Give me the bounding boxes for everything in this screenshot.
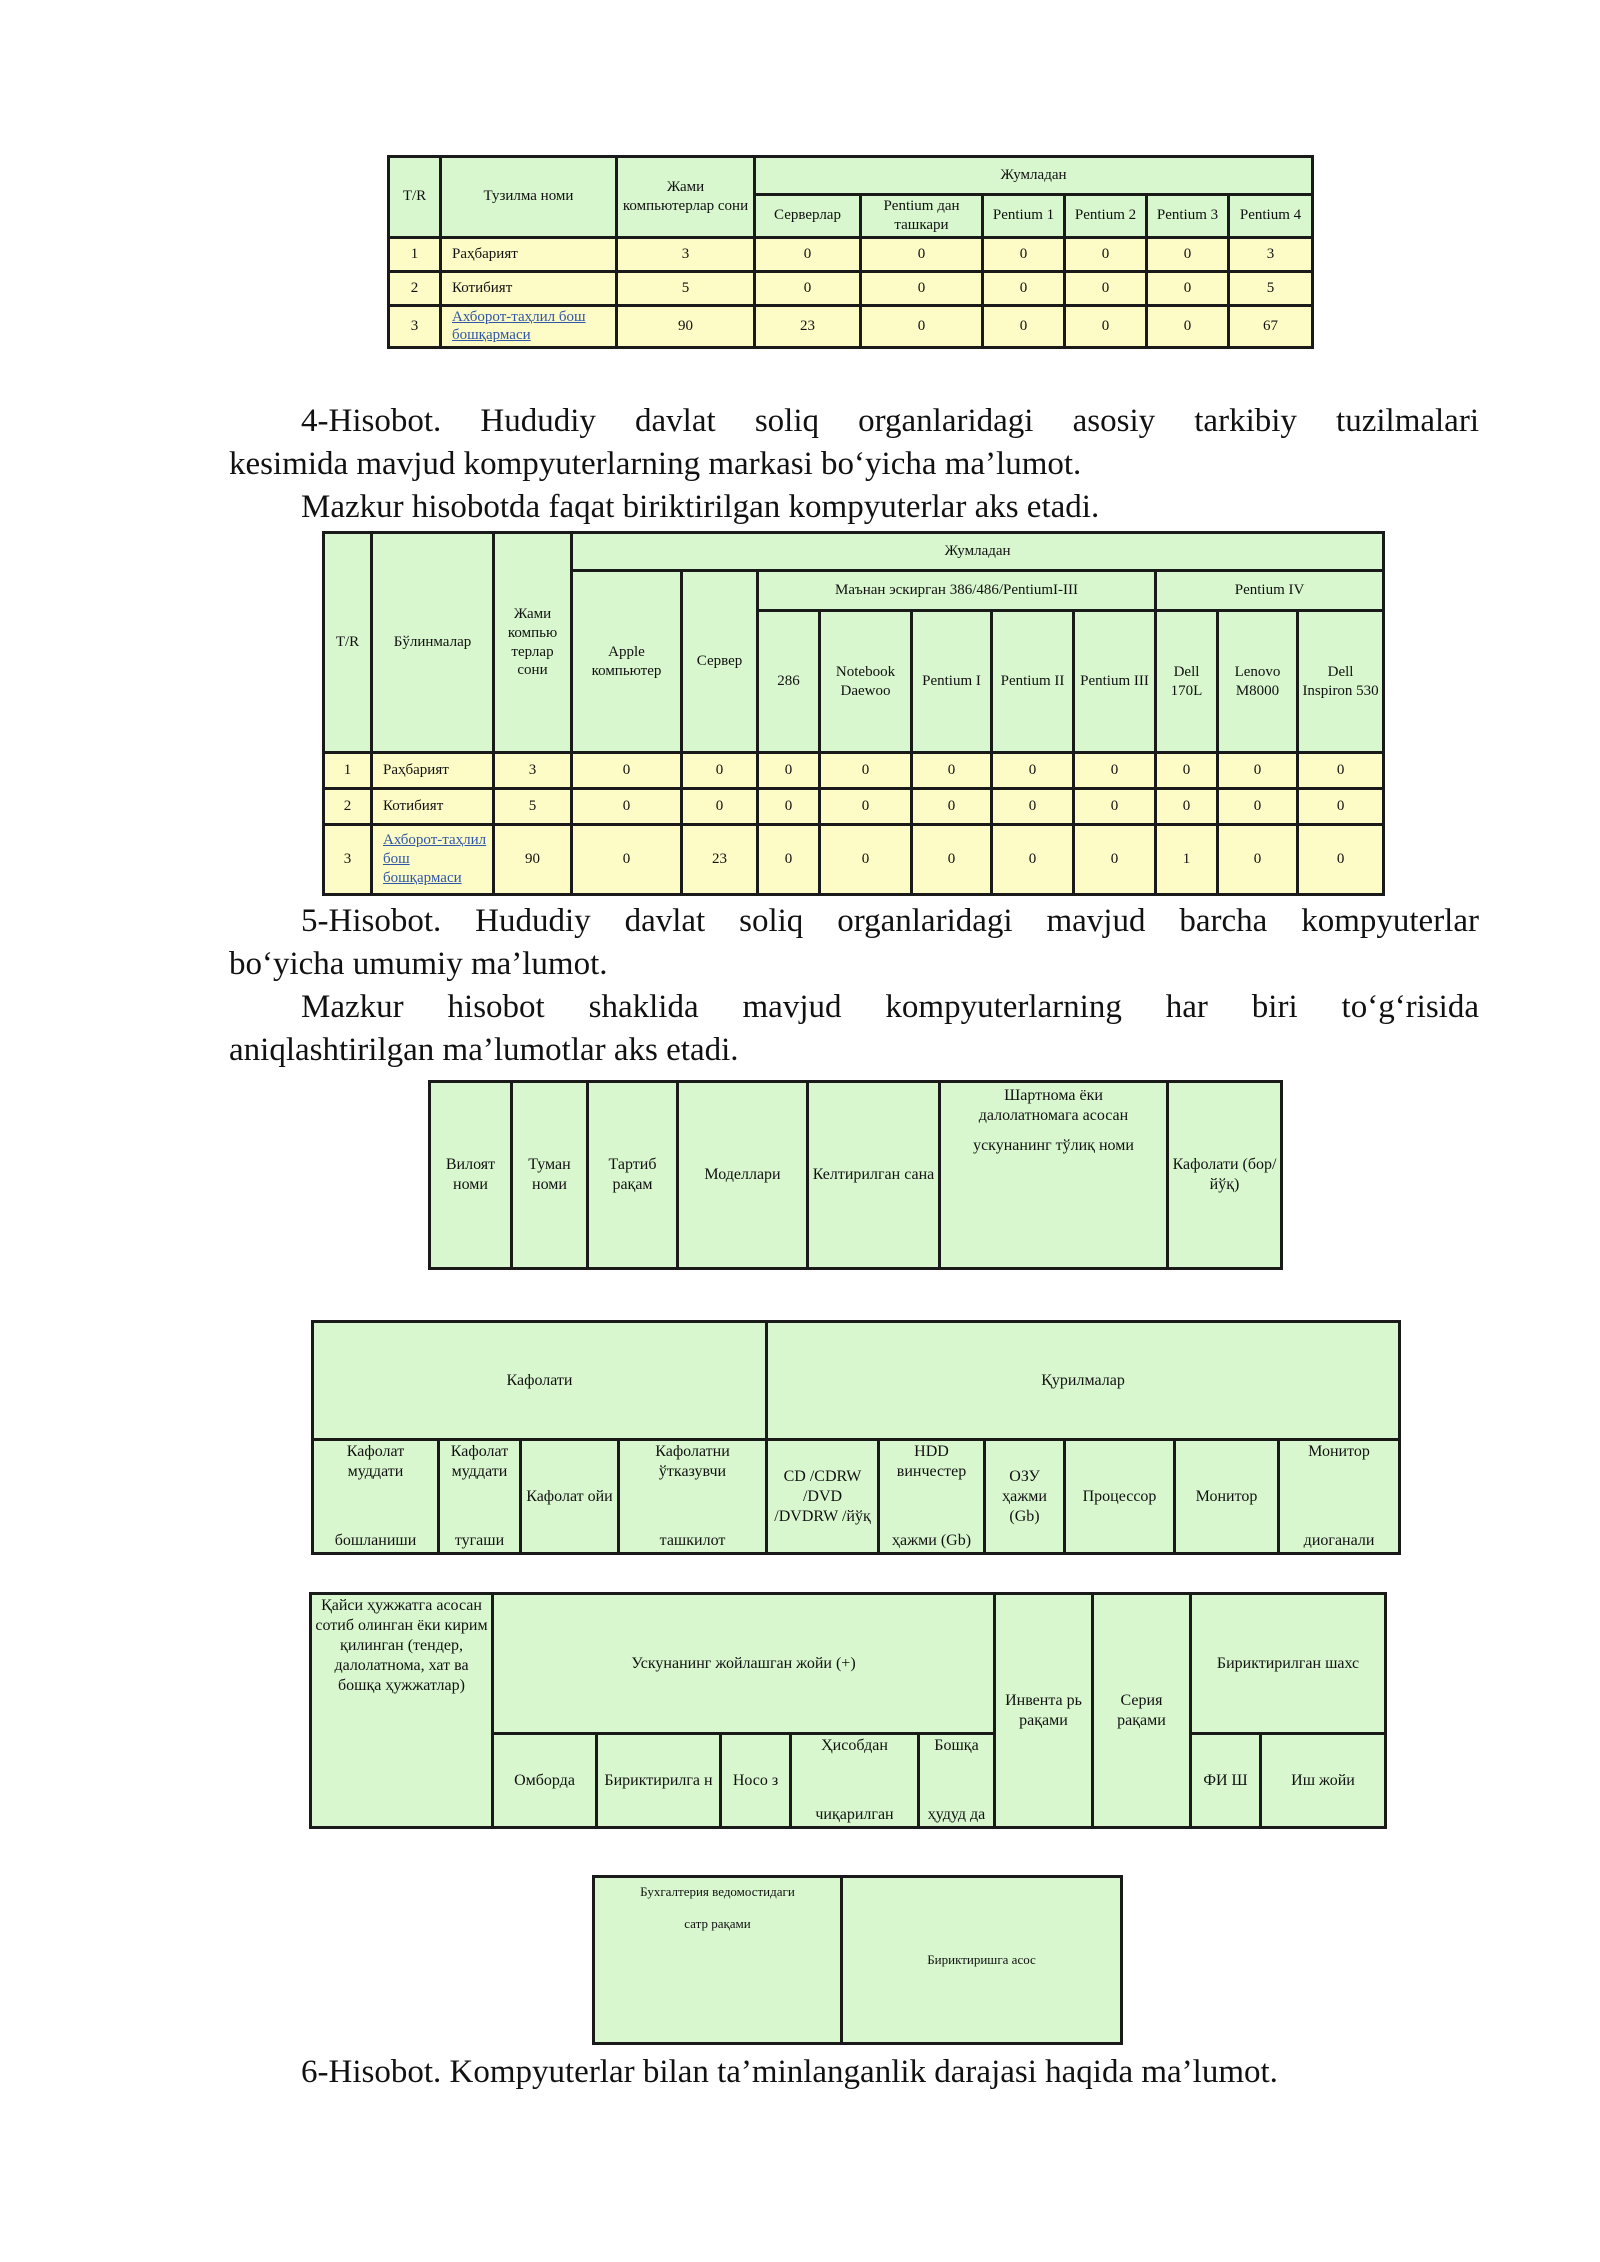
header-warranty-start-b: бошланиши bbox=[334, 1532, 417, 1549]
cell-pentium-2: 0 bbox=[1065, 271, 1147, 305]
cell-lenovo: 0 bbox=[1218, 825, 1298, 895]
computers-by-unit-table bbox=[387, 155, 1314, 349]
header-hdd-a: HDD винчестер bbox=[896, 1443, 967, 1480]
cell-n: 3 bbox=[389, 305, 441, 348]
header-pentium-other: Pentium дан ташкари bbox=[861, 195, 983, 238]
cell-server: 0 bbox=[682, 789, 758, 825]
header-other-region-a: Бошқа bbox=[934, 1737, 979, 1754]
header-warranty-start-a: Кафолат муддати bbox=[346, 1443, 405, 1480]
table-row bbox=[324, 789, 1384, 825]
header-units: Бўлинмалар bbox=[372, 533, 494, 753]
cell-286: 0 bbox=[758, 789, 820, 825]
header-server: Сервер bbox=[682, 571, 758, 753]
header-assigned-person: Бириктирилган шахс bbox=[1191, 1594, 1386, 1734]
header-purchase-document: Қайси ҳужжатга асосан сотиб олинган ёки кирим қилинган (тендер, далолатнома, хат ва бошқа ҳужжатлар) bbox=[311, 1594, 493, 1828]
cell-server: 23 bbox=[682, 825, 758, 895]
cell-lenovo: 0 bbox=[1218, 753, 1298, 789]
cell-notebook: 0 bbox=[820, 789, 912, 825]
cell-pentium-other: 0 bbox=[861, 271, 983, 305]
cell-lenovo: 0 bbox=[1218, 789, 1298, 825]
cell-n: 2 bbox=[324, 789, 372, 825]
cell-pentium-3: 0 bbox=[1147, 271, 1229, 305]
cell-servers: 0 bbox=[755, 271, 861, 305]
header-unit-name: Тузилма номи bbox=[441, 157, 617, 238]
header-warranty-group: Кафолати bbox=[313, 1322, 767, 1440]
cell-servers: 0 bbox=[755, 237, 861, 271]
header-warranty-end-b: тугаши bbox=[454, 1532, 505, 1549]
cell-notebook: 0 bbox=[820, 753, 912, 789]
header-monitor-diagonal bbox=[1279, 1440, 1400, 1554]
header-warranty-org-b: ташкилот bbox=[659, 1532, 726, 1549]
cell-pentium-4: 5 bbox=[1229, 271, 1313, 305]
location-inventory-table bbox=[309, 1592, 1387, 1829]
cell-pentium-iii: 0 bbox=[1074, 825, 1156, 895]
header-pentium-ii: Pentium II bbox=[992, 611, 1074, 753]
report-6-line-1: 6-Hisobot. Kompyuterlar bilan ta’minlanganlik darajasi haqida ma’lumot. bbox=[301, 2054, 1278, 2090]
header-assignment-basis: Бириктиришга асос bbox=[842, 1877, 1122, 2044]
header-pentium-4: Pentium 4 bbox=[1229, 195, 1313, 238]
cell-pentium-1: 0 bbox=[983, 305, 1065, 348]
cell-total: 90 bbox=[617, 305, 755, 348]
cell-dell-170l: 0 bbox=[1156, 789, 1218, 825]
header-ledger-row-b: сатр рақами bbox=[684, 1916, 751, 1932]
cell-dell-inspiron: 0 bbox=[1298, 825, 1384, 895]
report-5-line-2: bo‘yicha umumiy ma’lumot. bbox=[229, 946, 608, 982]
header-processor: Процессор bbox=[1065, 1440, 1175, 1554]
cell-286: 0 bbox=[758, 753, 820, 789]
cell-apple: 0 bbox=[572, 753, 682, 789]
cell-total: 5 bbox=[617, 271, 755, 305]
cell-pentium-4: 3 bbox=[1229, 237, 1313, 271]
cell-pentium-other: 0 bbox=[861, 237, 983, 271]
table-row bbox=[389, 271, 1313, 305]
header-warranty-start bbox=[313, 1440, 439, 1554]
report-4-line-2: kesimida mavjud kompyuterlarning markasi bo‘yicha ma’lumot. bbox=[229, 446, 1082, 482]
cell-n: 3 bbox=[324, 825, 372, 895]
header-monitor: Монитор bbox=[1175, 1440, 1279, 1554]
table-row bbox=[324, 825, 1384, 895]
header-warranty-org-a: Кафолатни ўтказувчи bbox=[655, 1443, 730, 1480]
header-warranty-org bbox=[619, 1440, 767, 1554]
header-servers: Серверлар bbox=[755, 195, 861, 238]
report-5-line-3: Mazkur hisobot shaklida mavjud kompyuterlarning har biri to‘g‘risida bbox=[301, 989, 1479, 1025]
header-region: Вилоят номи bbox=[430, 1082, 512, 1269]
header-tr: T/R bbox=[324, 533, 372, 753]
header-including: Жумладан bbox=[572, 533, 1384, 571]
header-ledger-row bbox=[594, 1877, 842, 2044]
header-equipment-location: Ускунанинг жойлашган жойи (+) bbox=[493, 1594, 995, 1734]
cell-pentium-other: 0 bbox=[861, 305, 983, 348]
header-other-region-b: ҳудуд да bbox=[927, 1806, 986, 1823]
accounting-table bbox=[592, 1875, 1123, 2045]
report-4-line-3: Mazkur hisobotda faqat biriktirilgan kompyuterlar aks etadi. bbox=[301, 489, 1100, 525]
header-serial-number: Серия рақами bbox=[1093, 1594, 1191, 1828]
header-broken: Носо з bbox=[721, 1734, 791, 1828]
computers-by-brand-table bbox=[322, 531, 1385, 896]
cell-pentium-iii: 0 bbox=[1074, 753, 1156, 789]
header-assigned: Бириктирилга н bbox=[597, 1734, 721, 1828]
header-models: Моделлари bbox=[678, 1082, 808, 1269]
table-row bbox=[389, 305, 1313, 348]
report-5-line-1: 5-Hisobot. Hududiy davlat soliq organlaridagi mavjud barcha kompyuterlar bbox=[301, 903, 1479, 939]
table-row bbox=[389, 237, 1313, 271]
cell-pentium-iii: 0 bbox=[1074, 789, 1156, 825]
header-workplace: Иш жойи bbox=[1261, 1734, 1386, 1828]
header-pentium-i: Pentium I bbox=[912, 611, 992, 753]
header-district: Туман номи bbox=[512, 1082, 588, 1269]
header-including: Жумладан bbox=[755, 157, 1313, 195]
header-286: 286 bbox=[758, 611, 820, 753]
header-warranty-end bbox=[439, 1440, 521, 1554]
table-row bbox=[324, 753, 1384, 789]
cell-total: 3 bbox=[494, 753, 572, 789]
header-in-storage: Омборда bbox=[493, 1734, 597, 1828]
cell-pentium-ii: 0 bbox=[992, 825, 1074, 895]
cell-pentium-3: 0 bbox=[1147, 305, 1229, 348]
header-total: Жами компью терлар сони bbox=[494, 533, 572, 753]
header-delivery-date: Келтирилган сана bbox=[808, 1082, 940, 1269]
cell-name: Раҳбарият bbox=[372, 753, 494, 789]
cell-n: 1 bbox=[389, 237, 441, 271]
header-obsolete: Маънан эскирган 386/486/PentiumI-III bbox=[758, 571, 1156, 611]
cell-notebook: 0 bbox=[820, 825, 912, 895]
header-hdd bbox=[879, 1440, 985, 1554]
header-ram: ОЗУ ҳажми (Gb) bbox=[985, 1440, 1065, 1554]
warranty-devices-table bbox=[311, 1320, 1401, 1555]
cell-dell-inspiron: 0 bbox=[1298, 789, 1384, 825]
header-inventory-number: Инвента рь рақами bbox=[995, 1594, 1093, 1828]
header-warranty: Кафолати (бор/йўқ) bbox=[1168, 1082, 1282, 1269]
cell-apple: 0 bbox=[572, 789, 682, 825]
header-hdd-b: ҳажми (Gb) bbox=[891, 1532, 972, 1549]
header-monitor-diagonal-b: диоганали bbox=[1303, 1532, 1375, 1549]
cell-pentium-i: 0 bbox=[912, 825, 992, 895]
cell-total: 90 bbox=[494, 825, 572, 895]
header-dell-inspiron: Dell Inspiron 530 bbox=[1298, 611, 1384, 753]
report-5-paragraph bbox=[229, 900, 1479, 1072]
header-dell-170l: Dell 170L bbox=[1156, 611, 1218, 753]
header-apple: Apple компьютер bbox=[572, 571, 682, 753]
cell-total: 5 bbox=[494, 789, 572, 825]
cell-total: 3 bbox=[617, 237, 755, 271]
header-warranty-end-a: Кафолат муддати bbox=[450, 1443, 509, 1480]
header-cd-dvd: CD /CDRW /DVD /DVDRW /йўқ bbox=[767, 1440, 879, 1554]
header-written-off bbox=[791, 1734, 919, 1828]
cell-pentium-3: 0 bbox=[1147, 237, 1229, 271]
header-ledger-row-a: Бухгалтерия ведомостидаги bbox=[640, 1884, 795, 1899]
header-tr: T/R bbox=[389, 157, 441, 238]
header-written-off-a: Ҳисобдан bbox=[821, 1737, 888, 1754]
cell-name: Котибият bbox=[372, 789, 494, 825]
header-fio: ФИ Ш bbox=[1191, 1734, 1261, 1828]
equipment-info-table bbox=[428, 1080, 1283, 1270]
cell-dell-inspiron: 0 bbox=[1298, 753, 1384, 789]
cell-286: 0 bbox=[758, 825, 820, 895]
cell-dell-170l: 0 bbox=[1156, 753, 1218, 789]
report-5-line-4: aniqlashtirilgan ma’lumotlar aks etadi. bbox=[229, 1032, 739, 1068]
header-pentium-1: Pentium 1 bbox=[983, 195, 1065, 238]
header-equipment-fullname-b: ускунанинг тўлиқ номи bbox=[973, 1137, 1134, 1154]
cell-server: 0 bbox=[682, 753, 758, 789]
cell-pentium-2: 0 bbox=[1065, 237, 1147, 271]
header-equipment-fullname bbox=[940, 1082, 1168, 1269]
cell-pentium-1: 0 bbox=[983, 237, 1065, 271]
header-warranty-month: Кафолат ойи bbox=[521, 1440, 619, 1554]
header-other-region bbox=[919, 1734, 995, 1828]
header-notebook: Notebook Daewoo bbox=[820, 611, 912, 753]
report-4-paragraph bbox=[229, 400, 1479, 529]
cell-pentium-2: 0 bbox=[1065, 305, 1147, 348]
header-lenovo: Lenovo M8000 bbox=[1218, 611, 1298, 753]
cell-name-link[interactable]: Ахборот-таҳлил бош бошқармаси bbox=[372, 825, 494, 895]
header-devices-group: Қурилмалар bbox=[767, 1322, 1400, 1440]
header-monitor-diagonal-a: Монитор bbox=[1308, 1443, 1370, 1460]
header-equipment-fullname-a: Шартнома ёки далолатномага асосан bbox=[978, 1087, 1129, 1124]
report-6-paragraph bbox=[229, 2051, 1479, 2094]
header-serial-number: Тартиб рақам bbox=[588, 1082, 678, 1269]
cell-pentium-i: 0 bbox=[912, 753, 992, 789]
header-pentium-iii: Pentium III bbox=[1074, 611, 1156, 753]
cell-n: 2 bbox=[389, 271, 441, 305]
cell-pentium-i: 0 bbox=[912, 789, 992, 825]
cell-pentium-ii: 0 bbox=[992, 789, 1074, 825]
cell-dell-170l: 1 bbox=[1156, 825, 1218, 895]
cell-name: Раҳбарият bbox=[441, 237, 617, 271]
cell-name-link[interactable]: Ахборот-таҳлил бош бошқармаси bbox=[441, 305, 617, 348]
report-4-line-1: 4-Hisobot. Hududiy davlat soliq organlaridagi asosiy tarkibiy tuzilmalari bbox=[301, 403, 1479, 439]
header-written-off-b: чиқарилган bbox=[815, 1806, 894, 1823]
header-pentium-3: Pentium 3 bbox=[1147, 195, 1229, 238]
cell-servers: 23 bbox=[755, 305, 861, 348]
cell-pentium-4: 67 bbox=[1229, 305, 1313, 348]
cell-name: Котибият bbox=[441, 271, 617, 305]
header-pentium-iv: Pentium IV bbox=[1156, 571, 1384, 611]
cell-apple: 0 bbox=[572, 825, 682, 895]
header-pentium-2: Pentium 2 bbox=[1065, 195, 1147, 238]
cell-pentium-1: 0 bbox=[983, 271, 1065, 305]
cell-pentium-ii: 0 bbox=[992, 753, 1074, 789]
cell-n: 1 bbox=[324, 753, 372, 789]
header-total: Жами компьютерлар сони bbox=[617, 157, 755, 238]
